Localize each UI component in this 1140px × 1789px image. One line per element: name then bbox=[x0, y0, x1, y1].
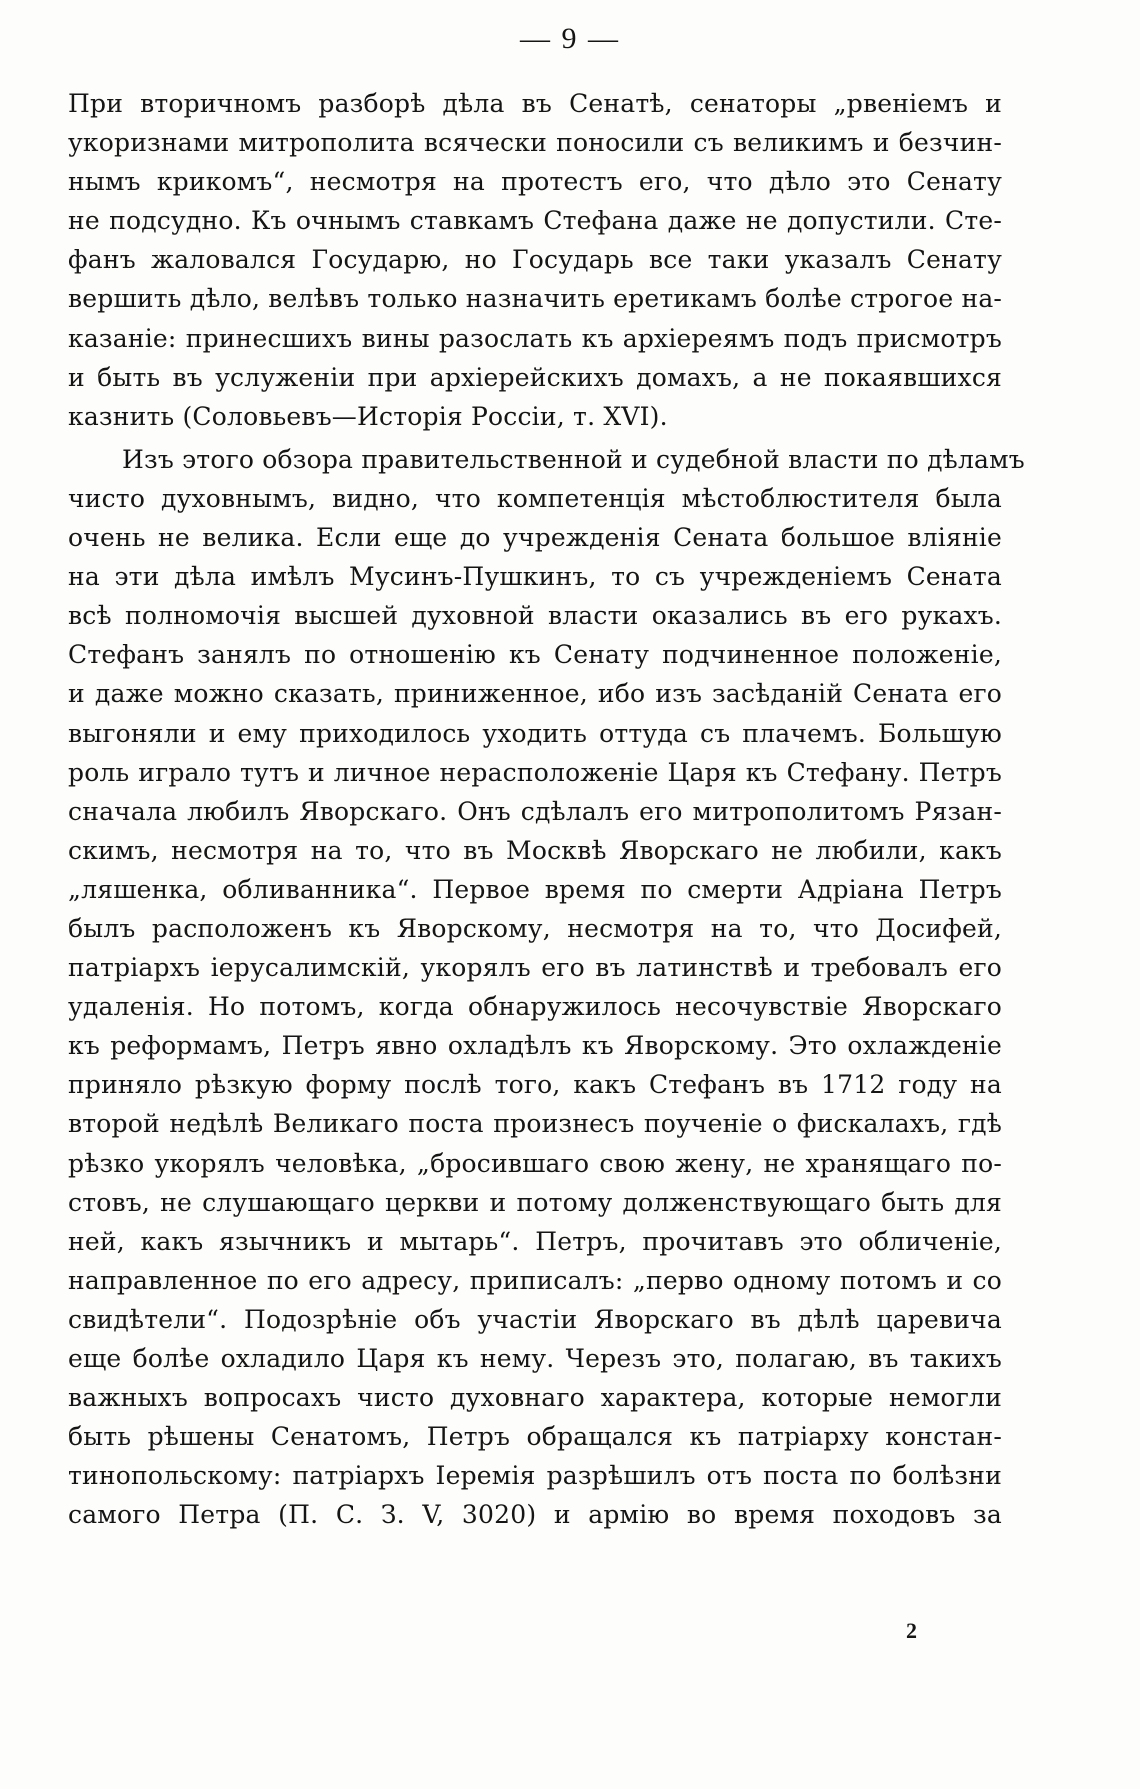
text-line: чисто духовнымъ, видно, что компетенція мѣстоблюстителя была bbox=[68, 483, 1002, 513]
text-line: свидѣтели“. Подозрѣніе объ участіи Яворскаго въ дѣлѣ царевича bbox=[68, 1304, 1002, 1334]
text-line: стовъ, не слушающаго церкви и потому долженствующаго быть для bbox=[68, 1187, 1002, 1217]
text-line: всѣ полномочія высшей духовной власти оказались въ его рукахъ. bbox=[68, 601, 1002, 631]
text-line: еще болѣе охладило Царя къ нему. Черезъ это, полагаю, въ такихъ bbox=[68, 1344, 1002, 1373]
text-line: и даже можно сказать, приниженное, ибо изъ засѣданій Сената его bbox=[68, 679, 1002, 709]
text-line: не подсудно. Къ очнымъ ставкамъ Стефана даже не допустили. Сте- bbox=[68, 206, 1002, 236]
text-line: былъ расположенъ къ Яворскому, несмотря на то, что Досифей, bbox=[68, 913, 1002, 943]
text-line: важныхъ вопросахъ чисто духовнаго характера, которые немогли bbox=[68, 1383, 1002, 1413]
page-number: — 9 — bbox=[520, 22, 620, 55]
text-line: удаленія. Но потомъ, когда обнаружилось несочувствіе Яворскаго bbox=[68, 992, 1002, 1022]
text-line: Изъ этого обзора правительственной и судебной власти по дѣламъ bbox=[122, 444, 1025, 474]
text-line: нымъ крикомъ“, несмотря на протестъ его, что дѣло это Сенату bbox=[68, 167, 1002, 197]
text-line: и быть въ услуженіи при архіерейскихъ домахъ, а не покаявшихся bbox=[68, 362, 1002, 392]
text-line: направленное по его адресу, приписалъ: „перво одному потомъ и со bbox=[68, 1265, 1002, 1295]
text-line: выгоняли и ему приходилось уходить оттуда съ плачемъ. Большую bbox=[68, 718, 1002, 748]
text-line: очень не велика. Если еще до учрежденія Сената большое вліяніе bbox=[68, 523, 1002, 553]
printer-signature-mark: 2 bbox=[906, 1618, 917, 1643]
text-line: казнить (Соловьевъ—Исторія Россіи, т. XVI). bbox=[68, 401, 668, 431]
text-line: быть рѣшены Сенатомъ, Петръ обращался къ патріарху констан- bbox=[68, 1422, 1002, 1452]
body-text bbox=[68, 84, 1025, 1534]
text-line: роль играло тутъ и личное нерасположеніе Царя къ Стефану. Петръ bbox=[68, 757, 1002, 787]
paragraph-1 bbox=[68, 84, 1002, 436]
paragraph-2 bbox=[68, 440, 1025, 1535]
text-line: казаніе: принесшихъ вины разослать къ архіереямъ подъ присмотръ bbox=[68, 323, 1002, 353]
text-line: При вторичномъ разборѣ дѣла въ Сенатѣ, сенаторы „рвеніемъ и bbox=[68, 89, 1002, 118]
text-line: самого Петра (П. С. З. V, 3020) и армію во время походовъ за bbox=[68, 1500, 1002, 1530]
text-line: на эти дѣла имѣлъ Мусинъ-Пушкинъ, то съ учрежденіемъ Сената bbox=[68, 562, 1002, 592]
text-line: патріархъ іерусалимскій, укорялъ его въ латинствѣ и требовалъ его bbox=[68, 953, 1002, 983]
text-line: Стефанъ занялъ по отношенію къ Сенату подчиненное положеніе, bbox=[68, 640, 1002, 670]
text-line: вершить дѣло, велѣвъ только назначить еретикамъ болѣе строгое на- bbox=[68, 284, 1003, 314]
text-line: фанъ жаловался Государю, но Государь все таки указалъ Сенату bbox=[68, 245, 1002, 275]
text-line: сначала любилъ Яворскаго. Онъ сдѣлалъ его митрополитомъ Рязан- bbox=[68, 796, 1002, 826]
text-line: тинопольскому: патріархъ Іеремія разрѣшилъ отъ поста по болѣзни bbox=[68, 1461, 1002, 1491]
text-line: скимъ, несмотря на то, что въ Москвѣ Яворскаго не любили, какъ bbox=[68, 835, 1002, 865]
text-line: приняло рѣзкую форму послѣ того, какъ Стефанъ въ 1712 году на bbox=[68, 1070, 1002, 1100]
text-line: второй недѣлѣ Великаго поста произнесъ поученіе о фискалахъ, гдѣ bbox=[68, 1109, 1002, 1139]
text-line: къ реформамъ, Петръ явно охладѣлъ къ Яворскому. Это охлажденіе bbox=[68, 1031, 1002, 1061]
text-line: укоризнами митрополита всячески поносили съ великимъ и безчин- bbox=[68, 128, 1002, 158]
text-line: „ляшенка, обливанника“. Первое время по смерти Адріана Петръ bbox=[68, 874, 1002, 904]
text-line: рѣзко укорялъ человѣка, „бросившаго свою жену, не хранящаго по- bbox=[68, 1148, 1002, 1178]
text-line: ней, какъ язычникъ и мытарь“. Петръ, прочитавъ это обличеніе, bbox=[68, 1226, 1002, 1256]
